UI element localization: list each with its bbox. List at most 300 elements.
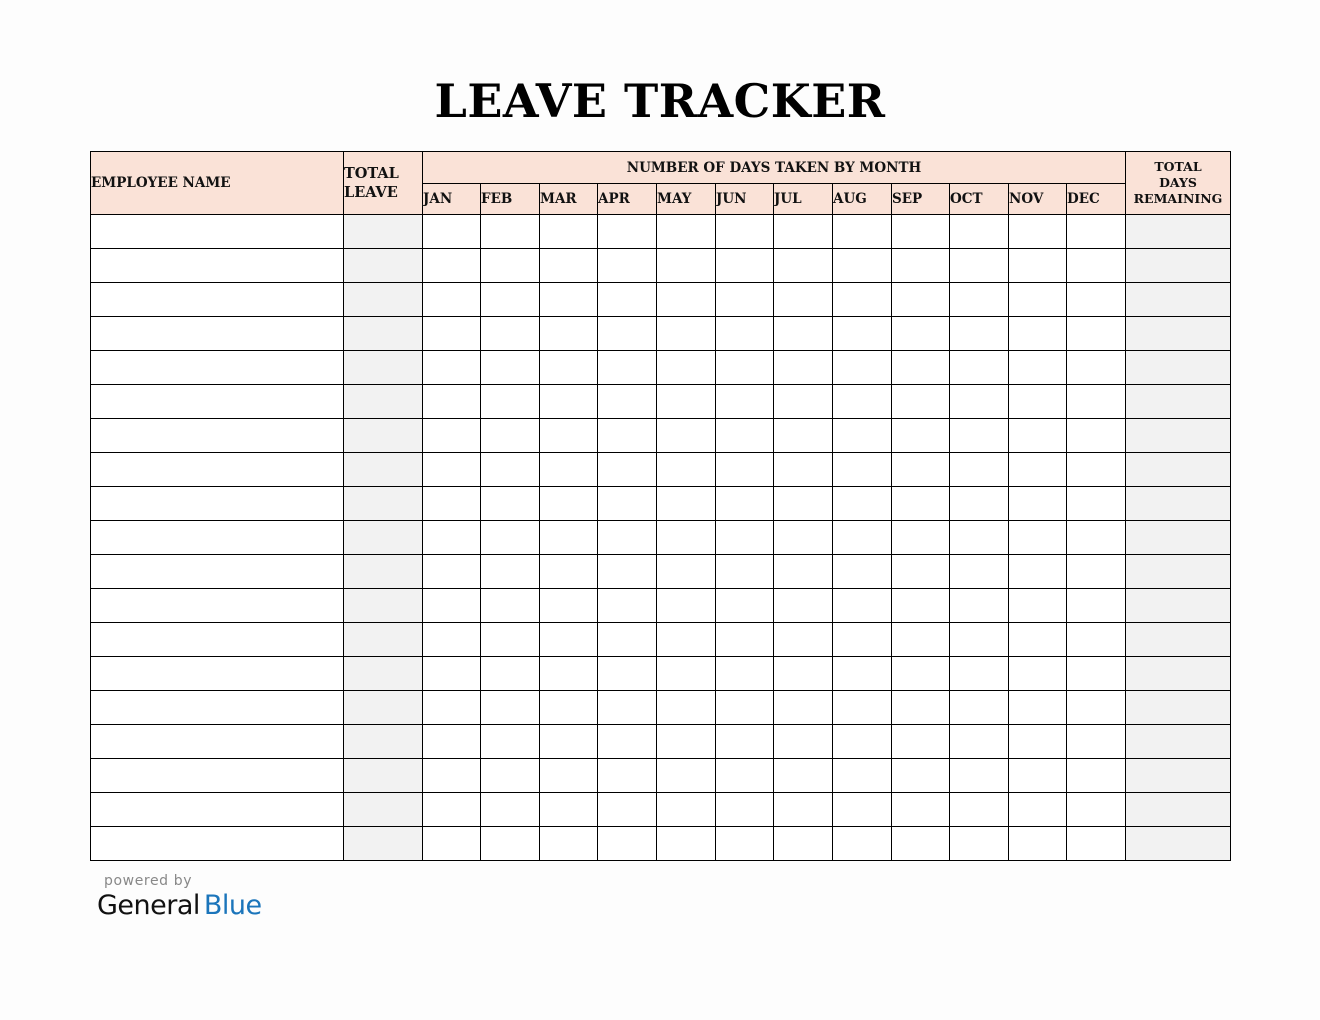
days-taken-jan-cell[interactable]	[423, 793, 481, 827]
days-taken-jan-cell[interactable]	[423, 555, 481, 589]
days-taken-jan-cell[interactable]	[423, 691, 481, 725]
employee-name-cell[interactable]	[91, 249, 344, 283]
days-taken-aug-cell[interactable]	[833, 487, 892, 521]
days-taken-jul-cell[interactable]	[774, 691, 833, 725]
days-taken-aug-cell[interactable]	[833, 351, 892, 385]
days-taken-dec-cell[interactable]	[1067, 453, 1126, 487]
days-taken-apr-cell[interactable]	[598, 215, 657, 249]
days-taken-jan-cell[interactable]	[423, 521, 481, 555]
total-leave-cell[interactable]	[344, 351, 423, 385]
days-taken-mar-cell[interactable]	[540, 793, 598, 827]
days-taken-jun-cell[interactable]	[716, 385, 774, 419]
days-taken-apr-cell[interactable]	[598, 521, 657, 555]
days-taken-sep-cell[interactable]	[892, 385, 950, 419]
days-taken-aug-cell[interactable]	[833, 521, 892, 555]
days-taken-aug-cell[interactable]	[833, 759, 892, 793]
days-taken-apr-cell[interactable]	[598, 283, 657, 317]
days-taken-jan-cell[interactable]	[423, 589, 481, 623]
employee-name-cell[interactable]	[91, 283, 344, 317]
days-taken-oct-cell[interactable]	[950, 691, 1009, 725]
days-taken-jun-cell[interactable]	[716, 657, 774, 691]
days-taken-jul-cell[interactable]	[774, 351, 833, 385]
employee-name-cell[interactable]	[91, 521, 344, 555]
days-taken-oct-cell[interactable]	[950, 487, 1009, 521]
days-taken-feb-cell[interactable]	[481, 657, 540, 691]
days-taken-oct-cell[interactable]	[950, 623, 1009, 657]
days-taken-jul-cell[interactable]	[774, 283, 833, 317]
days-taken-aug-cell[interactable]	[833, 215, 892, 249]
days-taken-apr-cell[interactable]	[598, 657, 657, 691]
days-taken-jun-cell[interactable]	[716, 589, 774, 623]
total-leave-cell[interactable]	[344, 725, 423, 759]
employee-name-cell[interactable]	[91, 725, 344, 759]
days-taken-feb-cell[interactable]	[481, 623, 540, 657]
total-leave-cell[interactable]	[344, 691, 423, 725]
days-taken-jun-cell[interactable]	[716, 555, 774, 589]
days-taken-aug-cell[interactable]	[833, 453, 892, 487]
days-taken-jul-cell[interactable]	[774, 317, 833, 351]
header-month-apr: APR	[598, 184, 657, 215]
days-taken-dec-cell[interactable]	[1067, 249, 1126, 283]
days-taken-dec-cell[interactable]	[1067, 215, 1126, 249]
days-taken-sep-cell[interactable]	[892, 283, 950, 317]
days-taken-jan-cell[interactable]	[423, 623, 481, 657]
days-taken-jan-cell[interactable]	[423, 759, 481, 793]
total-days-remaining-cell[interactable]	[1126, 249, 1231, 283]
header-remaining-line2: DAYS	[1159, 175, 1197, 190]
days-taken-nov-cell[interactable]	[1009, 385, 1067, 419]
total-days-remaining-cell[interactable]	[1126, 827, 1231, 861]
days-taken-feb-cell[interactable]	[481, 589, 540, 623]
days-taken-jun-cell[interactable]	[716, 317, 774, 351]
employee-name-cell[interactable]	[91, 351, 344, 385]
days-taken-feb-cell[interactable]	[481, 453, 540, 487]
days-taken-may-cell[interactable]	[657, 827, 716, 861]
days-taken-sep-cell[interactable]	[892, 453, 950, 487]
days-taken-oct-cell[interactable]	[950, 249, 1009, 283]
days-taken-feb-cell[interactable]	[481, 759, 540, 793]
days-taken-jan-cell[interactable]	[423, 419, 481, 453]
employee-name-cell[interactable]	[91, 419, 344, 453]
days-taken-dec-cell[interactable]	[1067, 793, 1126, 827]
employee-name-cell[interactable]	[91, 657, 344, 691]
days-taken-sep-cell[interactable]	[892, 691, 950, 725]
days-taken-aug-cell[interactable]	[833, 657, 892, 691]
days-taken-aug-cell[interactable]	[833, 555, 892, 589]
days-taken-may-cell[interactable]	[657, 793, 716, 827]
days-taken-apr-cell[interactable]	[598, 317, 657, 351]
employee-name-cell[interactable]	[91, 827, 344, 861]
days-taken-nov-cell[interactable]	[1009, 521, 1067, 555]
days-taken-jun-cell[interactable]	[716, 249, 774, 283]
days-taken-apr-cell[interactable]	[598, 487, 657, 521]
days-taken-oct-cell[interactable]	[950, 793, 1009, 827]
days-taken-nov-cell[interactable]	[1009, 623, 1067, 657]
days-taken-jan-cell[interactable]	[423, 351, 481, 385]
days-taken-oct-cell[interactable]	[950, 759, 1009, 793]
total-days-remaining-cell[interactable]	[1126, 759, 1231, 793]
days-taken-feb-cell[interactable]	[481, 691, 540, 725]
total-leave-cell[interactable]	[344, 521, 423, 555]
days-taken-jan-cell[interactable]	[423, 385, 481, 419]
days-taken-jul-cell[interactable]	[774, 419, 833, 453]
days-taken-nov-cell[interactable]	[1009, 215, 1067, 249]
days-taken-aug-cell[interactable]	[833, 589, 892, 623]
days-taken-aug-cell[interactable]	[833, 385, 892, 419]
table-row	[91, 215, 1231, 249]
days-taken-jun-cell[interactable]	[716, 487, 774, 521]
days-taken-apr-cell[interactable]	[598, 827, 657, 861]
days-taken-jul-cell[interactable]	[774, 521, 833, 555]
total-leave-cell[interactable]	[344, 215, 423, 249]
days-taken-dec-cell[interactable]	[1067, 317, 1126, 351]
days-taken-mar-cell[interactable]	[540, 317, 598, 351]
employee-name-cell[interactable]	[91, 623, 344, 657]
days-taken-aug-cell[interactable]	[833, 623, 892, 657]
days-taken-jan-cell[interactable]	[423, 725, 481, 759]
days-taken-mar-cell[interactable]	[540, 351, 598, 385]
days-taken-sep-cell[interactable]	[892, 589, 950, 623]
days-taken-jul-cell[interactable]	[774, 249, 833, 283]
days-taken-jun-cell[interactable]	[716, 827, 774, 861]
days-taken-jan-cell[interactable]	[423, 657, 481, 691]
days-taken-may-cell[interactable]	[657, 725, 716, 759]
days-taken-may-cell[interactable]	[657, 759, 716, 793]
days-taken-nov-cell[interactable]	[1009, 249, 1067, 283]
days-taken-mar-cell[interactable]	[540, 283, 598, 317]
days-taken-mar-cell[interactable]	[540, 487, 598, 521]
total-days-remaining-cell[interactable]	[1126, 317, 1231, 351]
days-taken-jul-cell[interactable]	[774, 759, 833, 793]
days-taken-oct-cell[interactable]	[950, 521, 1009, 555]
days-taken-dec-cell[interactable]	[1067, 521, 1126, 555]
total-leave-cell[interactable]	[344, 419, 423, 453]
days-taken-oct-cell[interactable]	[950, 317, 1009, 351]
days-taken-nov-cell[interactable]	[1009, 453, 1067, 487]
days-taken-oct-cell[interactable]	[950, 827, 1009, 861]
days-taken-dec-cell[interactable]	[1067, 283, 1126, 317]
days-taken-sep-cell[interactable]	[892, 215, 950, 249]
days-taken-mar-cell[interactable]	[540, 453, 598, 487]
days-taken-aug-cell[interactable]	[833, 793, 892, 827]
days-taken-feb-cell[interactable]	[481, 827, 540, 861]
total-days-remaining-cell[interactable]	[1126, 555, 1231, 589]
days-taken-aug-cell[interactable]	[833, 317, 892, 351]
days-taken-jun-cell[interactable]	[716, 725, 774, 759]
days-taken-nov-cell[interactable]	[1009, 657, 1067, 691]
days-taken-jun-cell[interactable]	[716, 691, 774, 725]
days-taken-mar-cell[interactable]	[540, 691, 598, 725]
days-taken-aug-cell[interactable]	[833, 725, 892, 759]
days-taken-jul-cell[interactable]	[774, 657, 833, 691]
days-taken-nov-cell[interactable]	[1009, 487, 1067, 521]
days-taken-jan-cell[interactable]	[423, 317, 481, 351]
header-total-leave-line2: LEAVE	[344, 184, 398, 201]
days-taken-apr-cell[interactable]	[598, 453, 657, 487]
days-taken-sep-cell[interactable]	[892, 827, 950, 861]
days-taken-mar-cell[interactable]	[540, 623, 598, 657]
days-taken-jun-cell[interactable]	[716, 283, 774, 317]
days-taken-may-cell[interactable]	[657, 419, 716, 453]
days-taken-jul-cell[interactable]	[774, 555, 833, 589]
days-taken-apr-cell[interactable]	[598, 793, 657, 827]
days-taken-nov-cell[interactable]	[1009, 351, 1067, 385]
days-taken-jan-cell[interactable]	[423, 487, 481, 521]
total-days-remaining-cell[interactable]	[1126, 487, 1231, 521]
days-taken-sep-cell[interactable]	[892, 487, 950, 521]
table-row	[91, 657, 1231, 691]
days-taken-mar-cell[interactable]	[540, 249, 598, 283]
days-taken-aug-cell[interactable]	[833, 283, 892, 317]
days-taken-dec-cell[interactable]	[1067, 657, 1126, 691]
employee-name-cell[interactable]	[91, 691, 344, 725]
days-taken-dec-cell[interactable]	[1067, 691, 1126, 725]
days-taken-sep-cell[interactable]	[892, 725, 950, 759]
days-taken-feb-cell[interactable]	[481, 487, 540, 521]
total-days-remaining-cell[interactable]	[1126, 623, 1231, 657]
days-taken-aug-cell[interactable]	[833, 249, 892, 283]
days-taken-sep-cell[interactable]	[892, 351, 950, 385]
total-leave-cell[interactable]	[344, 453, 423, 487]
days-taken-nov-cell[interactable]	[1009, 283, 1067, 317]
days-taken-oct-cell[interactable]	[950, 555, 1009, 589]
days-taken-mar-cell[interactable]	[540, 215, 598, 249]
days-taken-jul-cell[interactable]	[774, 487, 833, 521]
table-body	[91, 215, 1231, 861]
total-days-remaining-cell[interactable]	[1126, 385, 1231, 419]
days-taken-may-cell[interactable]	[657, 249, 716, 283]
total-leave-cell[interactable]	[344, 385, 423, 419]
employee-name-cell[interactable]	[91, 793, 344, 827]
header-month-jan: JAN	[423, 184, 481, 215]
days-taken-jan-cell[interactable]	[423, 283, 481, 317]
days-taken-feb-cell[interactable]	[481, 419, 540, 453]
days-taken-jun-cell[interactable]	[716, 351, 774, 385]
days-taken-oct-cell[interactable]	[950, 385, 1009, 419]
days-taken-oct-cell[interactable]	[950, 589, 1009, 623]
days-taken-apr-cell[interactable]	[598, 249, 657, 283]
total-days-remaining-cell[interactable]	[1126, 419, 1231, 453]
total-leave-cell[interactable]	[344, 589, 423, 623]
days-taken-nov-cell[interactable]	[1009, 691, 1067, 725]
days-taken-dec-cell[interactable]	[1067, 487, 1126, 521]
employee-name-cell[interactable]	[91, 215, 344, 249]
total-days-remaining-cell[interactable]	[1126, 793, 1231, 827]
header-remaining-line3: REMAINING	[1133, 191, 1223, 206]
days-taken-jul-cell[interactable]	[774, 385, 833, 419]
days-taken-aug-cell[interactable]	[833, 827, 892, 861]
total-leave-cell[interactable]	[344, 623, 423, 657]
days-taken-may-cell[interactable]	[657, 691, 716, 725]
days-taken-nov-cell[interactable]	[1009, 419, 1067, 453]
days-taken-may-cell[interactable]	[657, 623, 716, 657]
total-days-remaining-cell[interactable]	[1126, 691, 1231, 725]
total-leave-cell[interactable]	[344, 827, 423, 861]
total-leave-cell[interactable]	[344, 555, 423, 589]
total-leave-cell[interactable]	[344, 657, 423, 691]
days-taken-mar-cell[interactable]	[540, 827, 598, 861]
employee-name-cell[interactable]	[91, 385, 344, 419]
days-taken-sep-cell[interactable]	[892, 793, 950, 827]
total-leave-cell[interactable]	[344, 759, 423, 793]
days-taken-mar-cell[interactable]	[540, 555, 598, 589]
days-taken-sep-cell[interactable]	[892, 317, 950, 351]
employee-name-cell[interactable]	[91, 453, 344, 487]
days-taken-apr-cell[interactable]	[598, 725, 657, 759]
days-taken-jul-cell[interactable]	[774, 827, 833, 861]
days-taken-feb-cell[interactable]	[481, 215, 540, 249]
days-taken-jul-cell[interactable]	[774, 623, 833, 657]
days-taken-feb-cell[interactable]	[481, 317, 540, 351]
days-taken-apr-cell[interactable]	[598, 351, 657, 385]
days-taken-jan-cell[interactable]	[423, 215, 481, 249]
days-taken-dec-cell[interactable]	[1067, 351, 1126, 385]
days-taken-nov-cell[interactable]	[1009, 589, 1067, 623]
total-leave-cell[interactable]	[344, 317, 423, 351]
days-taken-oct-cell[interactable]	[950, 283, 1009, 317]
days-taken-may-cell[interactable]	[657, 453, 716, 487]
powered-by-label: powered by	[104, 873, 193, 889]
total-days-remaining-cell[interactable]	[1126, 589, 1231, 623]
days-taken-dec-cell[interactable]	[1067, 555, 1126, 589]
days-taken-nov-cell[interactable]	[1009, 317, 1067, 351]
days-taken-may-cell[interactable]	[657, 283, 716, 317]
total-leave-cell[interactable]	[344, 249, 423, 283]
employee-name-cell[interactable]	[91, 317, 344, 351]
days-taken-jun-cell[interactable]	[716, 419, 774, 453]
days-taken-nov-cell[interactable]	[1009, 759, 1067, 793]
days-taken-jan-cell[interactable]	[423, 827, 481, 861]
days-taken-feb-cell[interactable]	[481, 385, 540, 419]
employee-name-cell[interactable]	[91, 487, 344, 521]
days-taken-dec-cell[interactable]	[1067, 725, 1126, 759]
days-taken-jan-cell[interactable]	[423, 453, 481, 487]
days-taken-jul-cell[interactable]	[774, 215, 833, 249]
days-taken-mar-cell[interactable]	[540, 657, 598, 691]
days-taken-feb-cell[interactable]	[481, 283, 540, 317]
days-taken-oct-cell[interactable]	[950, 453, 1009, 487]
leave-tracker-table	[90, 151, 1231, 861]
days-taken-oct-cell[interactable]	[950, 657, 1009, 691]
days-taken-may-cell[interactable]	[657, 215, 716, 249]
days-taken-sep-cell[interactable]	[892, 555, 950, 589]
days-taken-mar-cell[interactable]	[540, 725, 598, 759]
days-taken-feb-cell[interactable]	[481, 793, 540, 827]
days-taken-sep-cell[interactable]	[892, 419, 950, 453]
days-taken-nov-cell[interactable]	[1009, 725, 1067, 759]
days-taken-jul-cell[interactable]	[774, 793, 833, 827]
days-taken-sep-cell[interactable]	[892, 759, 950, 793]
days-taken-dec-cell[interactable]	[1067, 623, 1126, 657]
days-taken-dec-cell[interactable]	[1067, 827, 1126, 861]
days-taken-feb-cell[interactable]	[481, 249, 540, 283]
total-days-remaining-cell[interactable]	[1126, 351, 1231, 385]
days-taken-sep-cell[interactable]	[892, 657, 950, 691]
table-row	[91, 419, 1231, 453]
days-taken-may-cell[interactable]	[657, 589, 716, 623]
days-taken-jul-cell[interactable]	[774, 589, 833, 623]
days-taken-jun-cell[interactable]	[716, 521, 774, 555]
days-taken-feb-cell[interactable]	[481, 521, 540, 555]
table-row	[91, 555, 1231, 589]
days-taken-aug-cell[interactable]	[833, 419, 892, 453]
days-taken-feb-cell[interactable]	[481, 725, 540, 759]
days-taken-sep-cell[interactable]	[892, 521, 950, 555]
days-taken-sep-cell[interactable]	[892, 249, 950, 283]
days-taken-oct-cell[interactable]	[950, 351, 1009, 385]
days-taken-jul-cell[interactable]	[774, 725, 833, 759]
days-taken-apr-cell[interactable]	[598, 759, 657, 793]
days-taken-mar-cell[interactable]	[540, 759, 598, 793]
days-taken-dec-cell[interactable]	[1067, 419, 1126, 453]
days-taken-jun-cell[interactable]	[716, 623, 774, 657]
days-taken-oct-cell[interactable]	[950, 725, 1009, 759]
days-taken-sep-cell[interactable]	[892, 623, 950, 657]
days-taken-feb-cell[interactable]	[481, 351, 540, 385]
days-taken-mar-cell[interactable]	[540, 419, 598, 453]
days-taken-jun-cell[interactable]	[716, 215, 774, 249]
table-row	[91, 589, 1231, 623]
total-days-remaining-cell[interactable]	[1126, 215, 1231, 249]
total-days-remaining-cell[interactable]	[1126, 657, 1231, 691]
days-taken-dec-cell[interactable]	[1067, 589, 1126, 623]
days-taken-may-cell[interactable]	[657, 351, 716, 385]
days-taken-may-cell[interactable]	[657, 487, 716, 521]
days-taken-apr-cell[interactable]	[598, 623, 657, 657]
days-taken-jan-cell[interactable]	[423, 249, 481, 283]
days-taken-aug-cell[interactable]	[833, 691, 892, 725]
days-taken-mar-cell[interactable]	[540, 589, 598, 623]
employee-name-cell[interactable]	[91, 759, 344, 793]
days-taken-apr-cell[interactable]	[598, 555, 657, 589]
days-taken-apr-cell[interactable]	[598, 385, 657, 419]
total-leave-cell[interactable]	[344, 793, 423, 827]
days-taken-jun-cell[interactable]	[716, 759, 774, 793]
days-taken-may-cell[interactable]	[657, 657, 716, 691]
days-taken-nov-cell[interactable]	[1009, 555, 1067, 589]
days-taken-apr-cell[interactable]	[598, 691, 657, 725]
days-taken-apr-cell[interactable]	[598, 589, 657, 623]
employee-name-cell[interactable]	[91, 555, 344, 589]
total-days-remaining-cell[interactable]	[1126, 453, 1231, 487]
days-taken-oct-cell[interactable]	[950, 215, 1009, 249]
days-taken-oct-cell[interactable]	[950, 419, 1009, 453]
total-days-remaining-cell[interactable]	[1126, 521, 1231, 555]
total-days-remaining-cell[interactable]	[1126, 725, 1231, 759]
days-taken-mar-cell[interactable]	[540, 521, 598, 555]
total-days-remaining-cell[interactable]	[1126, 283, 1231, 317]
days-taken-apr-cell[interactable]	[598, 419, 657, 453]
days-taken-nov-cell[interactable]	[1009, 827, 1067, 861]
header-month-aug: AUG	[833, 184, 892, 215]
days-taken-may-cell[interactable]	[657, 317, 716, 351]
days-taken-may-cell[interactable]	[657, 521, 716, 555]
total-leave-cell[interactable]	[344, 487, 423, 521]
days-taken-may-cell[interactable]	[657, 385, 716, 419]
days-taken-jun-cell[interactable]	[716, 793, 774, 827]
total-leave-cell[interactable]	[344, 283, 423, 317]
days-taken-nov-cell[interactable]	[1009, 793, 1067, 827]
days-taken-may-cell[interactable]	[657, 555, 716, 589]
brand-general: General	[97, 890, 200, 921]
days-taken-dec-cell[interactable]	[1067, 759, 1126, 793]
days-taken-feb-cell[interactable]	[481, 555, 540, 589]
days-taken-jun-cell[interactable]	[716, 453, 774, 487]
days-taken-dec-cell[interactable]	[1067, 385, 1126, 419]
days-taken-mar-cell[interactable]	[540, 385, 598, 419]
employee-name-cell[interactable]	[91, 589, 344, 623]
days-taken-jul-cell[interactable]	[774, 453, 833, 487]
